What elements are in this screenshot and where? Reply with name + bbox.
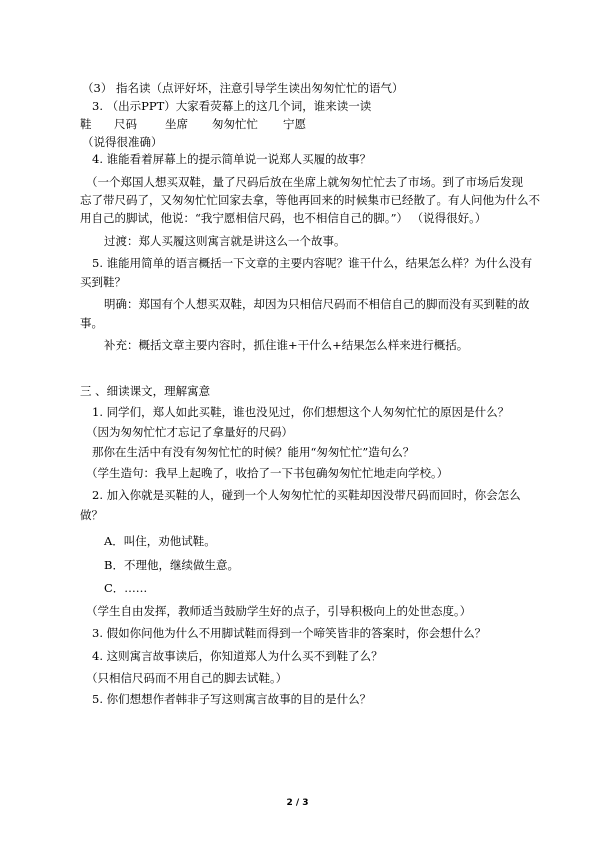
text-line: 用自己的脚试，他说：“我宁愿相信尺码，也不相信自己的脚。”） （说得很好。） [80,211,487,225]
vocabulary-word: 尺码 [114,117,137,131]
text-line: （因为匆匆忙忙才忘记了拿量好的尺码） [86,425,293,439]
vocabulary-word: 宁愿 [283,117,306,131]
text-line: 忘了带尺码了，又匆匆忙忙回家去拿，等他再回来的时候集市已经散了。有人问他为什么不 [80,193,540,207]
text-line: （说得很准确） [82,135,163,149]
text-line: 买到鞋？ [80,275,126,289]
text-line: （一个郑国人想买双鞋，量了尺码后放在坐席上就匆匆忙忙去了市场。到了市场后发现 [86,175,523,189]
option-line: B．不理他，继续做生意。 [104,558,239,572]
section-heading: 三 、细读课文，理解寓意 [80,384,211,398]
page-number: 2 / 3 [286,798,309,808]
text-line: 补充：概括文章主要内容时，抓住谁+干什么+结果怎么样来进行概括。 [104,338,469,352]
text-line: 5. 你们想想作者韩非子写这则寓言故事的目的是什么？ [92,692,372,706]
text-line: 3. （出示PPT）大家看荧幕上的这几个词，谁来读一读 [92,99,372,113]
text-line: （只相信尺码而不用自己的脚去试鞋。） [86,671,288,685]
option-line: C．…… [104,581,148,595]
option-line: A．叫住，劝他试鞋。 [104,534,216,548]
vocabulary-word: 坐席 [165,117,188,131]
text-line: 4. 谁能看着屏幕上的提示简单说一说郑人买履的故事？ [92,152,372,166]
text-line: 3. 假如你问他为什么不用脚试鞋而得到一个啼笑皆非的答案时，你会想什么？ [92,626,487,640]
text-line: 做？ [80,508,103,522]
text-line: 2. 加入你就是买鞋的人，碰到一个人匆匆忙忙的买鞋却因没带尺码而回时，你会怎么 [92,488,521,502]
text-line: 5. 谁能用简单的语言概括一下文章的主要内容呢？谁干什么，结果怎么样？为什么没有 [92,256,533,270]
text-line: 事。 [80,316,103,330]
vocabulary-word: 匆匆忙忙 [212,117,258,131]
vocabulary-words [0,117,595,131]
text-line: （学生自由发挥，教师适当鼓励学生好的点子，引导积极向上的处世态度。） [86,604,472,618]
text-line: 4. 这则寓言故事读后，你知道郑人为什么买不到鞋了么？ [92,649,383,663]
vocabulary-word: 鞋 [80,117,92,131]
text-line: 过渡：郑人买履这则寓言就是讲这么一个故事。 [104,234,346,248]
text-line: （3） 指名读（点评好坏，注意引导学生读出匆匆忙忙的语气） [82,81,404,95]
text-line: 1. 同学们，郑人如此买鞋，谁也没见过，你们想想这个人匆匆忙忙的原因是什么？ [92,405,510,419]
text-line: 明确：郑国有个人想买双鞋，却因为只相信尺码而不相信自己的脚而没有买到鞋的故 [104,297,530,311]
text-line: （学生造句：我早上起晚了，收拾了一下书包确匆匆忙忙地走向学校。） [86,466,449,480]
text-line: 那你在生活中有没有匆匆忙忙的时候？能用“匆匆忙忙”造句么？ [92,445,415,459]
